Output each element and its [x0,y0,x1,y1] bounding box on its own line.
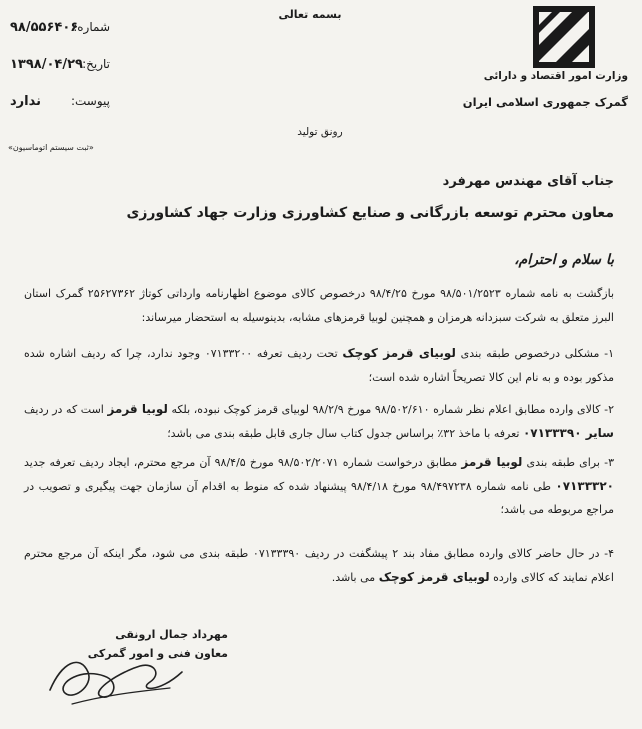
item-3-highlight-code: ۰۷۱۳۳۳۲۰ [555,478,614,493]
item-1-text-c: تحت ردیف تعرفه ۰۷۱۳۳۲۰۰ وجود ندارد، چرا که ردیف اشاره شده مذکور بوده و به نام این کالا تصریحاً اشاره شده است؛ [24,347,614,384]
date-label: تاریخ: [82,57,110,71]
attachment-label: پیوست: [70,94,110,108]
signatory-name: مهرداد جمال ارونقی [115,628,228,641]
item-3-highlight: لوبیا قرمز [461,455,523,469]
item-1-text-a: ۱- مشکلی درخصوص طبقه بندی [455,347,614,360]
item-2-text-c: است که در ردیف [24,403,108,416]
item-3-text-a: ۳- برای طبقه بندی [522,456,614,469]
intro-paragraph [24,282,614,329]
cc-line: رونق تولید [297,126,343,138]
item-4-text-a: ۴- در حال حاضر کالای وارده مطابق مفاد بند ۲ پیشگفت در ردیف ۰۷۱۳۳۳۹۰ طبقه بندی می شود، مگر اینکه آن مرجع محترم اعلام نمایند که کالای وارده [24,547,614,584]
intro-text: بازگشت به نامه شماره ۹۸/۵۰۱/۲۵۲۳ مورخ ۹۸/۴/۲۵ درخصوص کالای موضوع اظهارنامه وارداتی کوتاژ ۲۵۶۲۷۳۶۲ گمرک استان البرز متعلق به شرکت سبزدانه هرمزان و همچنین لوبیا قرمزهای مشابه، بدینوسیله به استحضار میرساند: [24,287,615,324]
item-4-text-c: می باشد. [331,570,379,584]
greeting: با سلام و احترام، [514,252,614,268]
item-2-text-e: تعرفه با ماخذ ۳۲٪ براساس جدول کتاب سال جاری قابل طبقه بندی می باشد؛ [167,426,523,440]
number-label: شماره: [73,20,110,34]
item-4-paragraph [24,542,614,589]
handwritten-signature [42,632,192,712]
item-3-paragraph [24,451,614,522]
item-3-text-e: طی نامه شماره ۹۸/۴۹۷۲۳۸ مورخ ۹۸/۴/۱۸ پیشنهاد شده که منوط به اقدام آن سازمان جهت پیگیری و تصویب در مراجع مربوطه می باشد؛ [24,479,614,516]
recipient-name: جناب آقای مهندس مهرفرد [442,174,614,189]
attachment-value: ندارد [10,94,42,109]
item-2-highlight: لوبیا قرمز [107,402,168,416]
item-2-paragraph [24,398,614,445]
item-1-highlight: لوبیای قرمز کوچک [342,346,456,360]
item-3-text-c: مطابق درخواست شماره ۹۸/۵۰۲/۲۰۷۱ مورخ ۹۸/۴/۵ آن مرجع محترم، ایجاد ردیف تعرفه جدید [24,456,462,469]
item-4-highlight: لوبیای قرمز کوچک [378,569,490,584]
item-2-highlight-code: سایر ۰۷۱۳۳۳۹۰ [522,425,614,440]
item-1-paragraph [24,342,614,389]
number-value: ۹۸/۵۵۶۴۰۶ [10,20,79,35]
date-value: ۱۳۹۸/۰۴/۲۹ [10,57,83,72]
bismillah-heading: بسمه تعالی [278,8,342,21]
org-customs: گمرک جمهوری اسلامی ایران [462,95,628,109]
recipient-title: معاون محترم توسعه بازرگانی و صنایع کشاورزی وزارت جهاد کشاورزی [126,205,614,221]
automation-stamp-note: «ثبت سیستم اتوماسیون» [8,143,94,152]
org-ministry: وزارت امور اقتصاد و دارائی [483,70,628,82]
customs-logo [533,6,595,68]
signatory-title: معاون فنی و امور گمرکی [87,647,228,660]
item-2-text-a: ۲- کالای وارده مطابق اعلام نظر شماره ۹۸/۵۰۲/۶۱۰ مورخ ۹۸/۲/۹ لوبیای قرمز کوچک نبوده، بلکه [167,403,614,416]
